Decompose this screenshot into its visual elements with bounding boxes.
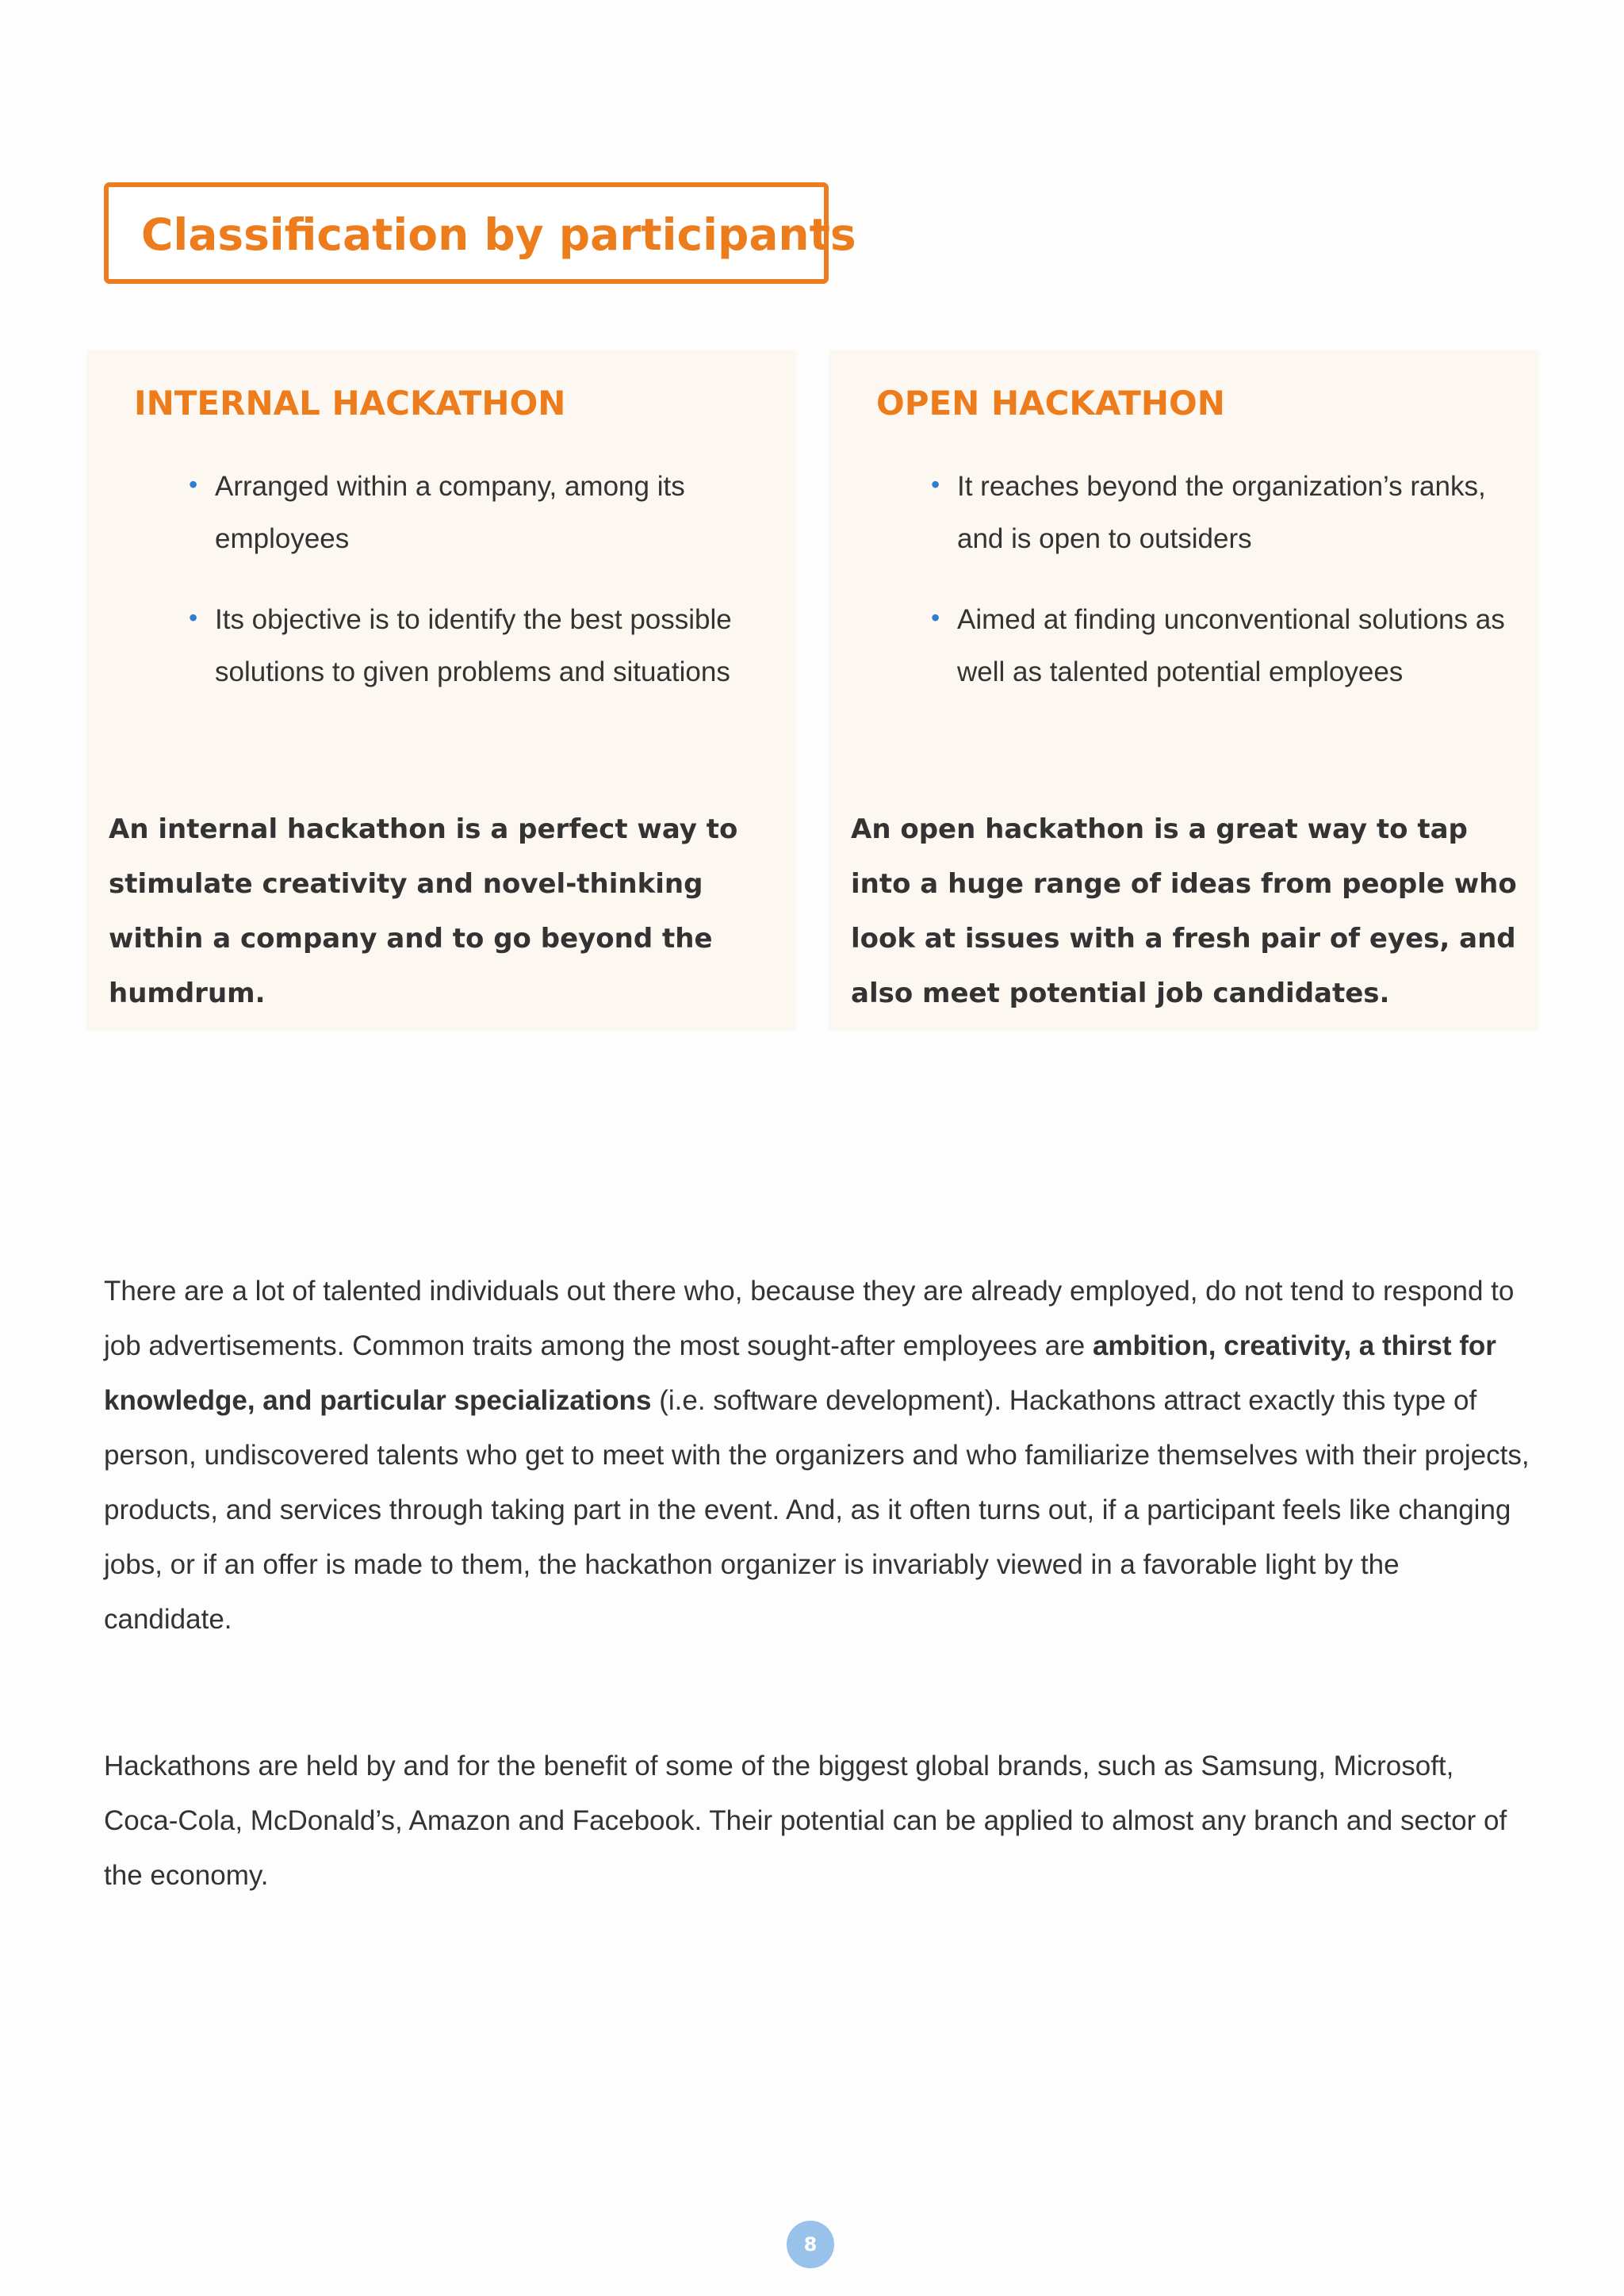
internal-hackathon-heading: INTERNAL HACKATHON: [134, 384, 566, 423]
talent-paragraph-emphasis: ambition, creativity, a thirst for knowledge, and particular specializations: [104, 1330, 1496, 1416]
talent-paragraph-intro: There are a lot of talented individuals out there who, because they are already employed, do not tend to respond to job advertisements. Common traits among the most sought-after employees are: [104, 1276, 1515, 1361]
section-title: Classification by participants: [141, 209, 856, 260]
bullet-dot-icon: •: [189, 470, 198, 499]
open-hackathon-summary: An open hackathon is a great way to tap into a huge range of ideas from people who look at issues with a fresh pair of eyes, and also meet potential job candidates.: [851, 813, 1517, 1009]
open-hackathon-heading: OPEN HACKATHON: [876, 384, 1225, 423]
internal-hackathon-summary: An internal hackathon is a perfect way to stimulate creativity and novel-thinking within a company and to go beyond the humdrum.: [109, 813, 738, 1009]
section-title-box: [104, 182, 856, 284]
bullet-text: Aimed at finding unconventional solutions as well as talented potential employees: [957, 604, 1505, 687]
bullet-text: Its objective is to identify the best possible solutions to given problems and situations: [215, 604, 732, 687]
list-item: [931, 594, 1518, 698]
brands-paragraph: Hackathons are held by and for the benefit of some of the biggest global brands, such as Samsung, Microsoft, Coca-Cola, McDonald’s, Amazon and Facebook. Their potential can be applied to almost any branch and sector of the economy.: [104, 1751, 1507, 1891]
internal-hackathon-bullets: [189, 461, 776, 698]
list-item: [189, 594, 776, 698]
bullet-dot-icon: •: [931, 603, 940, 632]
open-hackathon-card: [829, 350, 1538, 1031]
bullet-dot-icon: •: [931, 470, 940, 499]
internal-hackathon-card: [86, 350, 796, 1031]
open-hackathon-bullets: [931, 461, 1518, 698]
list-item: [189, 461, 776, 565]
talent-paragraph: [104, 1264, 1531, 1647]
page-number-badge: 8: [787, 2221, 834, 2268]
bullet-text: Arranged within a company, among its employees: [215, 471, 685, 554]
bullet-text: It reaches beyond the organization’s ranks, and is open to outsiders: [957, 471, 1486, 554]
list-item: [931, 461, 1518, 565]
talent-paragraph-rest: (i.e. software development). Hackathons attract exactly this type of person, undiscovered talents who get to meet with the organizers and who familiarize themselves with their projects, products, and services through taking part in the event. And, as it often turns out, if a participant feels like changing jobs, or if an offer is made to them, the hackathon organizer is invariably viewed in a favorable light by the candidate.: [104, 1385, 1530, 1635]
bullet-dot-icon: •: [189, 603, 198, 632]
